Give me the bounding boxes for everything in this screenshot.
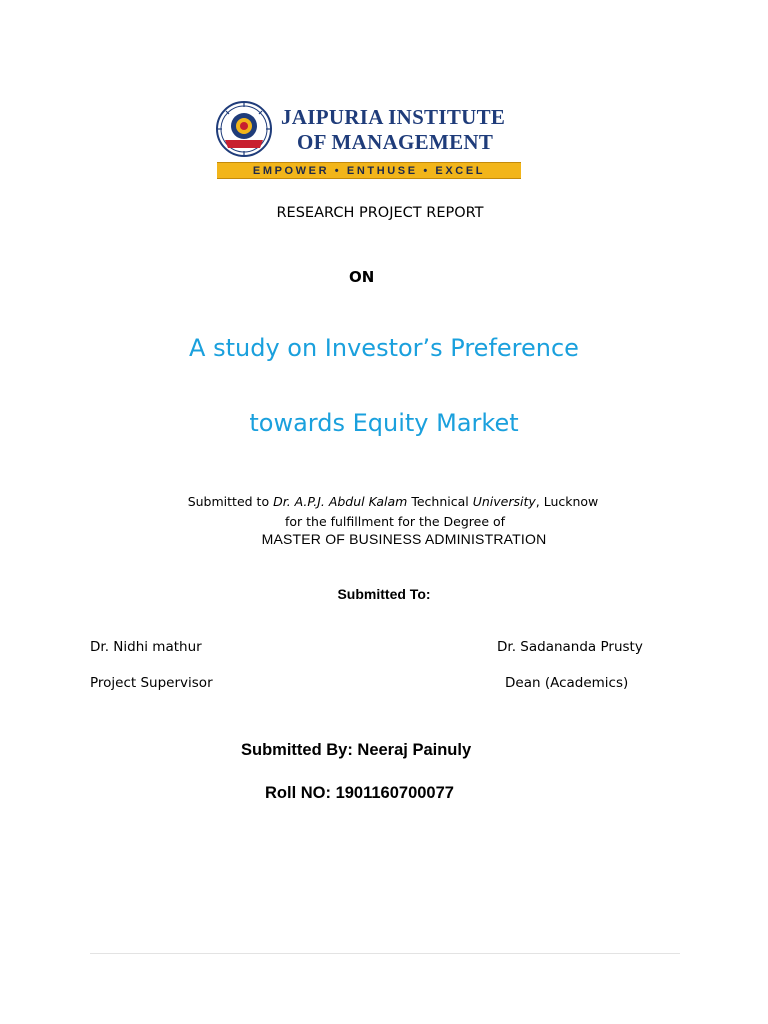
logo-tagline: EMPOWER • ENTHUSE • EXCEL	[252, 164, 486, 177]
document-type-heading: RESEARCH PROJECT REPORT	[276, 205, 484, 221]
submitted-middle: Technical	[407, 494, 473, 509]
institute-logo	[215, 100, 521, 180]
submitted-to-label: Submitted To:	[337, 586, 431, 602]
logo-tagline-strip	[217, 162, 521, 179]
logo-name-line1: JAIPURIA INSTITUTE	[281, 105, 506, 129]
supervisor-role: Project Supervisor	[90, 675, 213, 691]
roll-number: Roll NO: 1901160700077	[265, 784, 454, 802]
submitted-prefix: Submitted to	[187, 494, 274, 509]
submitted-suffix: , Lucknow	[535, 494, 599, 509]
dean-name: Dr. Sadananda Prusty	[497, 639, 643, 655]
university-word: University	[472, 494, 536, 509]
dean-role: Dean (Academics)	[505, 675, 629, 691]
submitted-by: Submitted By: Neeraj Painuly	[241, 741, 472, 759]
supervisor-name: Dr. Nidhi mathur	[90, 639, 202, 655]
degree-name: MASTER OF BUSINESS ADMINISTRATION	[261, 531, 547, 547]
fulfillment-statement: for the fulfillment for the Degree of	[284, 514, 506, 529]
page-footer-divider	[90, 953, 680, 954]
university-namesake: Dr. A.P.J. Abdul Kalam	[273, 494, 408, 509]
logo-name-line2: OF MANAGEMENT	[297, 130, 494, 154]
institute-emblem-icon	[215, 100, 273, 158]
on-label: ON	[349, 268, 375, 286]
report-title-line1: A study on Investor’s Preference	[189, 334, 579, 362]
report-title-line2: towards Equity Market	[249, 409, 519, 437]
submitted-to-university	[0, 494, 768, 509]
